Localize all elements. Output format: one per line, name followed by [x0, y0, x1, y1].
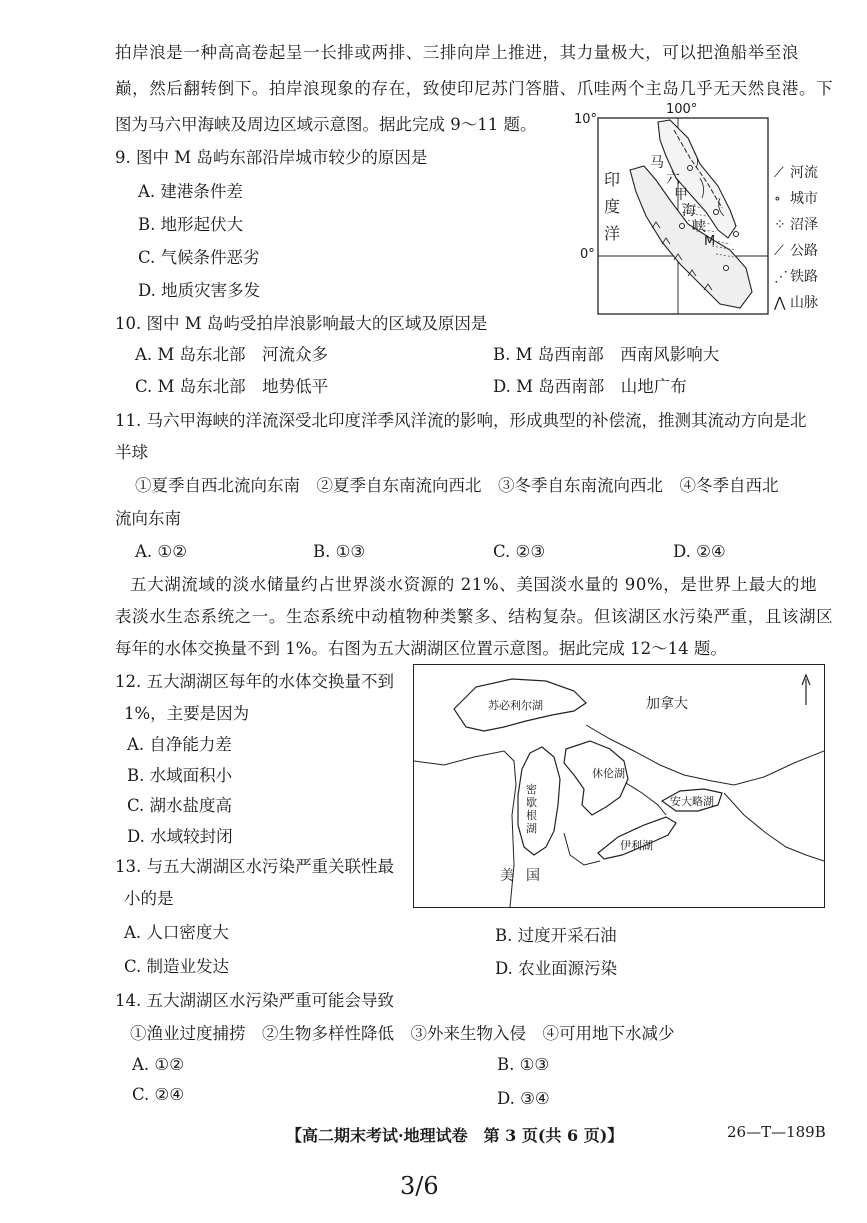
- map1-lat-top-label: 10°: [574, 112, 598, 127]
- legend-label: 河流: [790, 165, 818, 181]
- q14-stem: 14. 五大湖湖区水污染严重可能会导致: [115, 991, 394, 1010]
- q14-statements: ①渔业过度捕捞 ②生物多样性降低 ③外来生物入侵 ④可用地下水减少: [130, 1024, 675, 1043]
- ocean-label-char: 印: [604, 170, 621, 189]
- q10-stem: 10. 图中 M 岛屿受拍岸浪影响最大的区域及原因是: [115, 314, 488, 333]
- legend-label: 沼泽: [790, 217, 818, 233]
- q12-option-a: A. 自净能力差: [127, 735, 232, 754]
- q12-option-d: D. 水域较封闭: [127, 827, 233, 846]
- lake-ontario-label: 安大略湖: [670, 795, 714, 808]
- page-indicator: 3/6: [400, 1172, 439, 1200]
- lake-superior-label: 苏必利尔湖: [488, 699, 543, 712]
- passage2-line1: 五大湖流域的淡水储量约占世界淡水资源的 21%、美国淡水量的 90%，是世界上最大的地: [130, 575, 818, 594]
- railway-icon: ⋰: [774, 269, 788, 285]
- island-m-label: M: [704, 234, 716, 249]
- ocean-label-char: 洋: [604, 224, 621, 243]
- q12-stem-line1: 12. 五大湖湖区每年的水体交换量不到: [115, 672, 394, 691]
- lake-erie-label: 伊利湖: [620, 839, 653, 852]
- legend-river: [774, 160, 818, 186]
- road-icon: ⟋: [774, 243, 784, 259]
- usa-label: 美国: [500, 868, 552, 884]
- map1-lat-eq-label: 0°: [580, 247, 595, 262]
- legend-mountain: [774, 290, 818, 316]
- map1-lon-label: 100°: [666, 102, 698, 117]
- q10-option-a: A. M 岛东北部 河流众多: [135, 345, 329, 364]
- legend-label: 铁路: [790, 269, 818, 285]
- footer-code: 26—T—189B: [727, 1123, 826, 1141]
- passage2-line2: 表淡水生态系统之一。生态系统中动植物种类繁多、结构复杂。但该湖区水污染严重，且该湖区: [115, 607, 834, 626]
- q11-option-d: D. ②④: [673, 542, 726, 561]
- q13-option-b: B. 过度开采石油: [495, 926, 617, 945]
- q14-option-b: B. ①③: [497, 1055, 550, 1074]
- canada-label: 加拿大: [646, 696, 688, 712]
- river-icon: ⟋: [774, 165, 784, 181]
- strait-label-char: 甲: [674, 187, 688, 203]
- legend-swamp: [774, 212, 818, 238]
- q11-stem-line2: 半球: [115, 443, 148, 462]
- great-lakes-map: [413, 664, 825, 908]
- passage1-line2: 巅，然后翻转倒下。拍岸浪现象的存在，致使印尼苏门答腊、爪哇两个主岛几乎无天然良港。下: [115, 79, 834, 98]
- q11-option-b: B. ①③: [313, 542, 366, 561]
- q11-statements-line1: ①夏季自西北流向东南 ②夏季自东南流向西北 ③冬季自东南流向西北 ④冬季自西北: [135, 476, 779, 495]
- strait-label-char: 六: [666, 171, 680, 187]
- q11-option-c: C. ②③: [493, 542, 546, 561]
- q9-option-b: B. 地形起伏大: [138, 215, 244, 234]
- q14-option-c: C. ②④: [132, 1085, 185, 1104]
- q10-option-d: D. M 岛西南部 山地广布: [493, 377, 687, 396]
- q9-option-d: D. 地质灾害多发: [138, 281, 261, 300]
- legend-road: [774, 238, 818, 264]
- strait-label-char: 马: [650, 155, 664, 171]
- q13-stem-line1: 13. 与五大湖湖区水污染严重关联性最: [115, 857, 394, 876]
- q10-option-c: C. M 岛东北部 地势低平: [135, 377, 329, 396]
- passage1-line3: 图为马六甲海峡及周边区域示意图。据此完成 9～11 题。: [115, 115, 537, 134]
- passage2-line3: 每年的水体交换量不到 1%。右图为五大湖湖区位置示意图。据此完成 12～14 题。: [115, 639, 727, 658]
- passage1-line1: 拍岸浪是一种高高卷起呈一长排或两排、三排向岸上推进，其力量极大，可以把渔船举至浪: [115, 43, 799, 62]
- legend-label: 城市: [790, 191, 818, 207]
- ocean-label-char: 度: [604, 197, 621, 216]
- legend-railway: [774, 264, 818, 290]
- q9-option-a: A. 建港条件差: [138, 182, 243, 201]
- map1-legend: [774, 160, 818, 316]
- q10-option-b: B. M 岛西南部 西南风影响大: [493, 345, 720, 364]
- legend-label: 公路: [790, 243, 818, 259]
- legend-label: 山脉: [790, 295, 818, 311]
- q11-stem-line1: 11. 马六甲海峡的洋流深受北印度洋季风洋流的影响，形成典型的补偿流，推测其流动方向是北: [115, 411, 807, 430]
- q11-statements-line2: 流向东南: [115, 509, 181, 528]
- q9-stem: 9. 图中 M 岛屿东部沿岸城市较少的原因是: [115, 148, 428, 167]
- q14-option-d: D. ③④: [497, 1089, 550, 1108]
- q12-stem-line2: 1%，主要是因为: [124, 704, 250, 723]
- lake-huron-label: 休伦湖: [592, 767, 625, 780]
- q13-option-d: D. 农业面源污染: [495, 959, 618, 978]
- legend-city: [774, 186, 818, 212]
- q11-option-a: A. ①②: [135, 542, 187, 561]
- q12-option-c: C. 湖水盐度高: [127, 796, 233, 815]
- q13-option-c: C. 制造业发达: [124, 957, 230, 976]
- q13-option-a: A. 人口密度大: [124, 923, 229, 942]
- lake-michigan-label: 密歇根湖: [526, 783, 537, 835]
- malacca-map: [570, 102, 840, 320]
- strait-label-char: 海: [682, 203, 696, 219]
- swamp-icon: ⁘: [774, 217, 786, 233]
- strait-label-char: 峡: [692, 219, 706, 235]
- ocean-label: [604, 166, 620, 247]
- mountain-icon: ⋀: [774, 295, 786, 311]
- q9-option-c: C. 气候条件恶劣: [138, 248, 260, 267]
- q12-option-b: B. 水域面积小: [127, 766, 233, 785]
- q13-stem-line2: 小的是: [124, 889, 174, 908]
- q14-option-a: A. ①②: [132, 1055, 184, 1074]
- city-icon: ∘: [774, 191, 781, 207]
- footer-title: 【高二期末考试·地理试卷 第 3 页(共 6 页)】: [286, 1126, 624, 1145]
